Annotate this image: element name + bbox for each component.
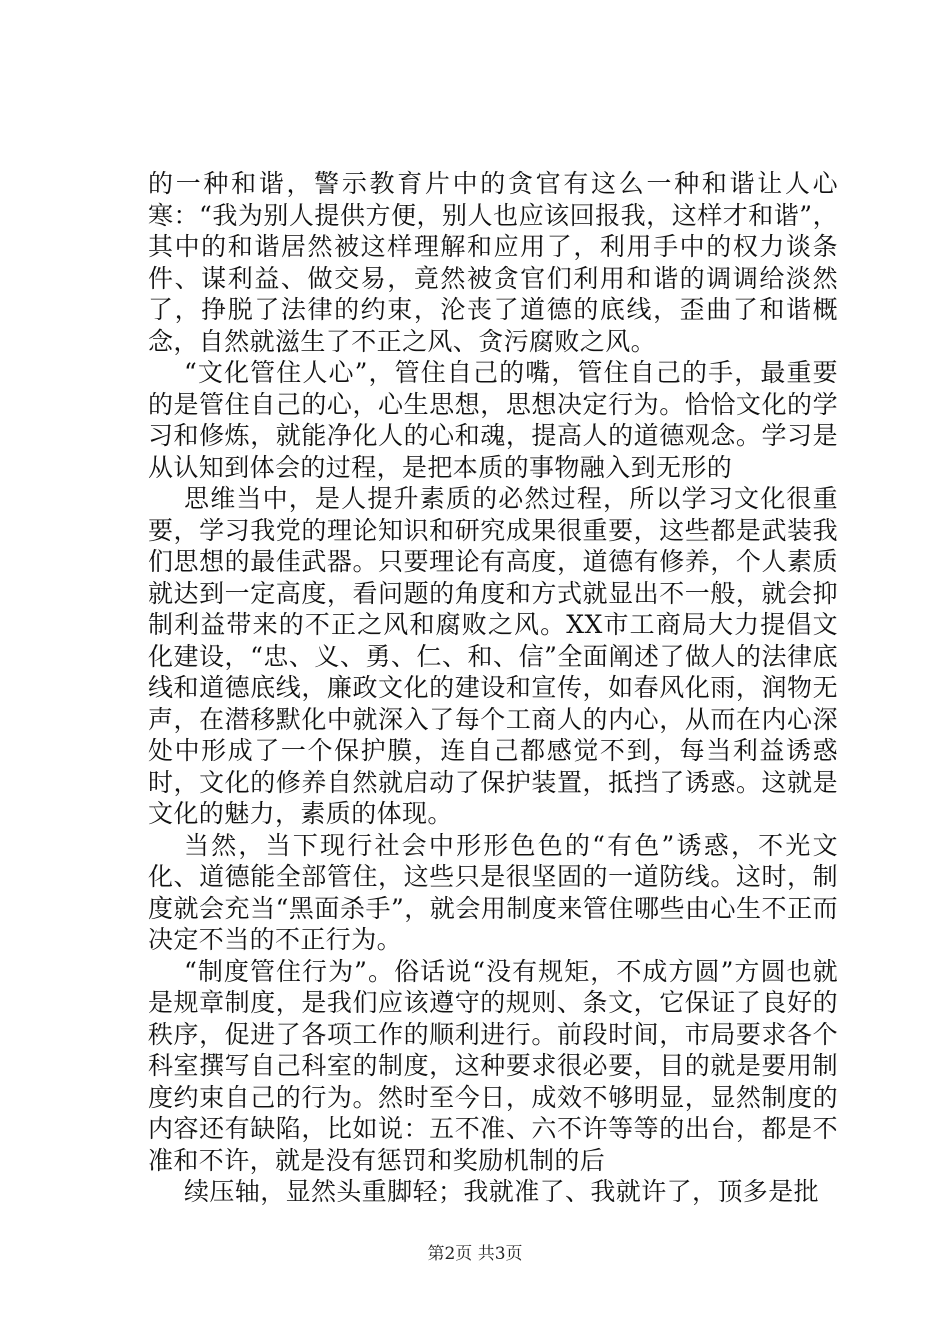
paragraph-1: 的一种和谐，警示教育片中的贪官有这么一种和谐让人心寒：“我为别人提供方便，别人也应该回报我，这样才和谐”，其中的和谐居然被这样理解和应用了，利用手中的权力谈条件、谋利益、做交易，竟然被贪官们利用和谐的调调给淡然了，挣脱了法律的约束，沦丧了道德的底线，歪曲了和谐概念，自然就滋生了不正之风、贪污腐败之风。: [148, 169, 838, 356]
document-body: [148, 168, 838, 1208]
paragraph-2: “文化管住人心”，管住自己的嘴，管住自己的手，最重要的是管住自己的心，心生思想，思想决定行为。恰恰文化的学习和修炼，就能净化人的心和魂，提高人的道德观念。学习是从认知到体会的过程，是把本质的事物融入到无形的: [148, 358, 838, 482]
paragraph-3: 思维当中，是人提升素质的必然过程，所以学习文化很重要，学习我党的理论知识和研究成果很重要，这些都是武装我们思想的最佳武器。只要理论有高度，道德有修养，个人素质就达到一定高度，看问题的角度和方式就显出不一般，就会抑制利益带来的不正之风和腐败之风。XX市工商局大力提倡文化建设，“忠、义、勇、仁、和、信”全面阐述了做人的法律底线和道德底线，廉政文化的建设和宣传，如春风化雨，润物无声，在潜移默化中就深入了每个工商人的内心，从而在内心深处中形成了一个保护膜，连自己都感觉不到，每当利益诱惑时，文化的修养自然就启动了保护装置，抵挡了诱惑。这就是文化的魅力，素质的体现。: [148, 484, 838, 828]
page-number-label: 第2页 共3页: [427, 1244, 523, 1264]
paragraph-4: 当然，当下现行社会中形形色色的“有色”诱惑，不光文化、道德能全部管住，这些只是很坚固的一道防线。这时，制度就会充当“黑面杀手”，就会用制度来管住哪些由心生不正而决定不当的不正行为。: [148, 830, 838, 954]
paragraph-6: 续压轴，显然头重脚轻；我就准了、我就许了，顶多是批: [184, 1177, 820, 1206]
paragraph-5: “制度管住行为”。俗话说“没有规矩，不成方圆”方圆也就是规章制度，是我们应该遵守的规则、条文，它保证了良好的秩序，促进了各项工作的顺利进行。前段时间，市局要求各个科室撰写自己科室的制度，这种要求很必要，目的就是要用制度约束自己的行为。然时至今日，成效不够明显，显然制度的内容还有缺陷，比如说：五不准、六不许等等的出台，都是不准和不许，就是没有惩罚和奖励机制的后: [148, 956, 838, 1175]
page-footer: [0, 1243, 950, 1265]
